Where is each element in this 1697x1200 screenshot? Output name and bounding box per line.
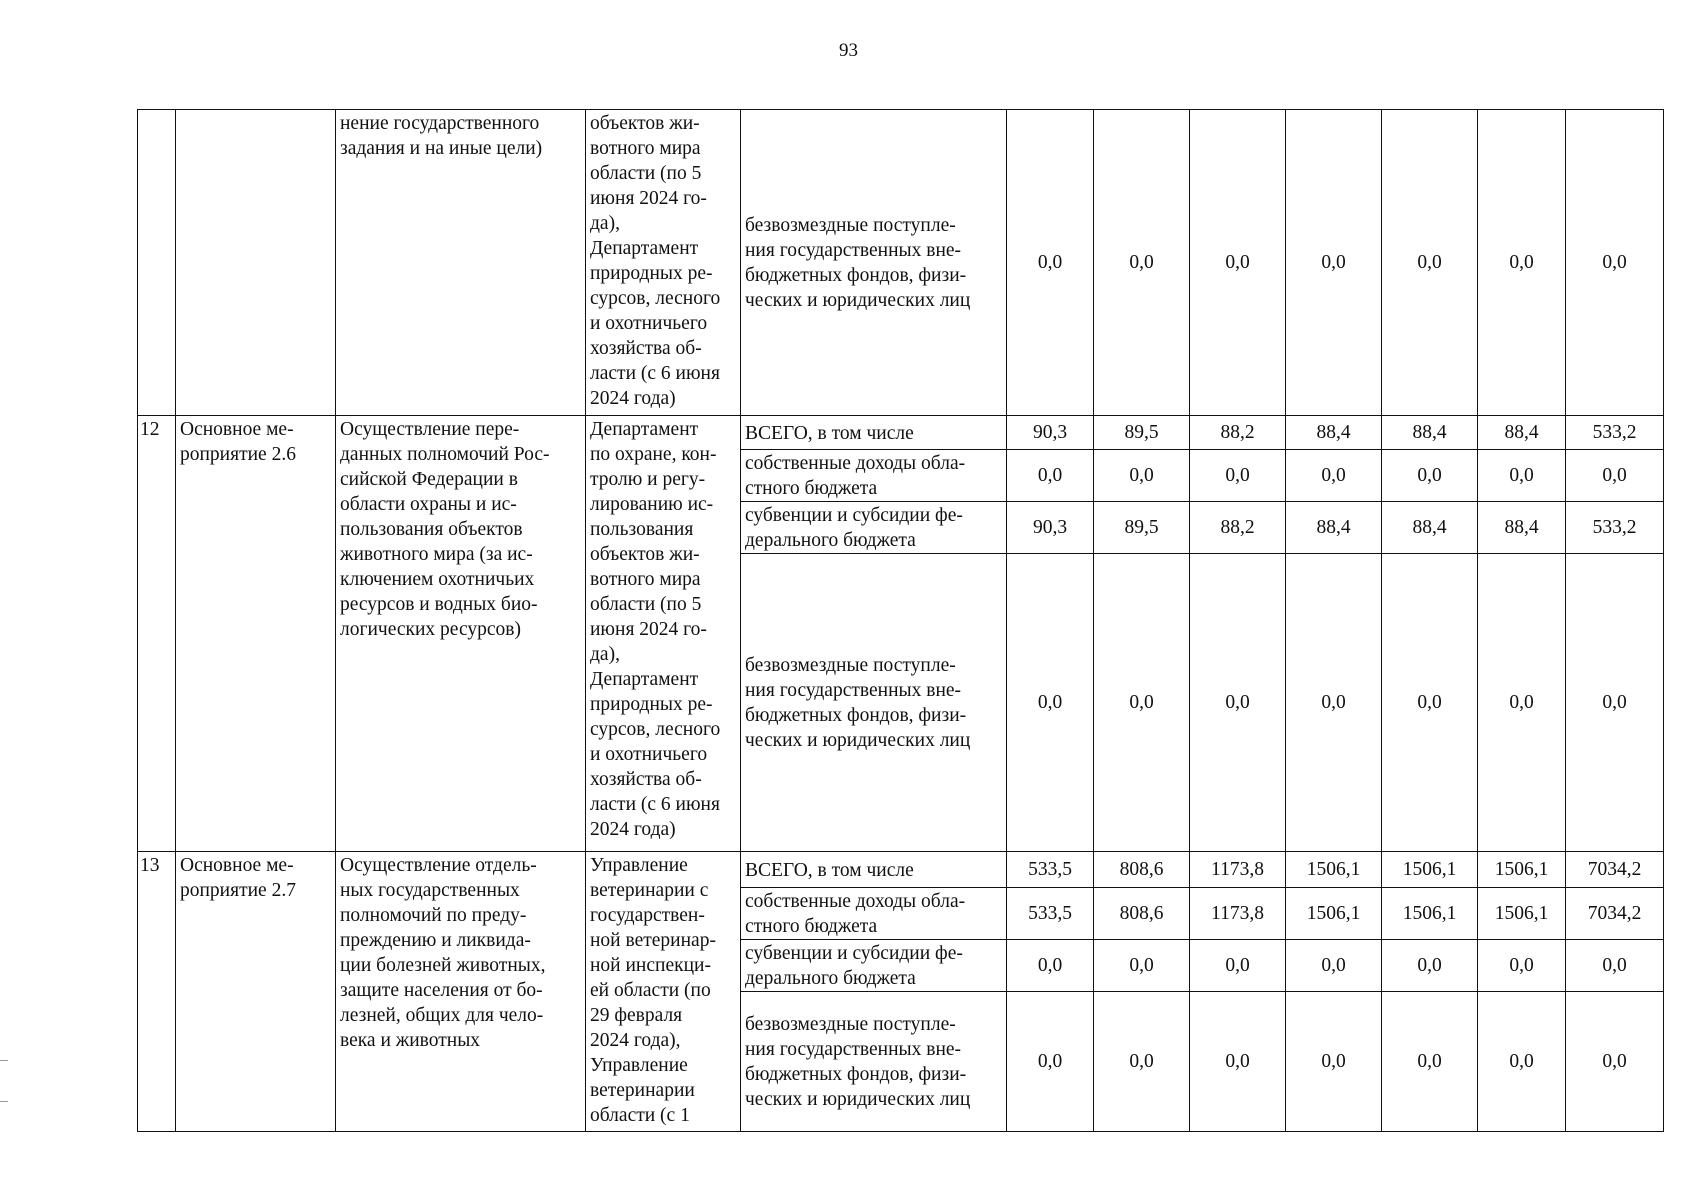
executor	[586, 416, 741, 852]
funding-source	[741, 992, 1007, 1132]
value-year-6: 0,0	[1478, 940, 1566, 992]
value-year-5: 1506,1	[1382, 852, 1478, 888]
value-year-5: 88,4	[1382, 502, 1478, 554]
value-total: 0,0	[1566, 110, 1664, 416]
value-year-2: 0,0	[1094, 450, 1190, 502]
funding-source-label: субвенции и субсидии фе- дерального бюджета	[745, 943, 963, 989]
value-total: 7034,2	[1566, 852, 1664, 888]
value-total: 7034,2	[1566, 888, 1664, 940]
funding-source-label: собственные доходы обла- стного бюджета	[745, 891, 966, 937]
value-year-2: 89,5	[1094, 502, 1190, 554]
funding-source	[741, 554, 1007, 852]
funding-source-label: безвозмездные поступле- ния государственных вне- бюджетных фондов, физи- ческих и юридических лиц	[745, 215, 971, 311]
measure-kind	[176, 416, 336, 852]
value-total: 0,0	[1566, 554, 1664, 852]
value-year-6: 88,4	[1478, 502, 1566, 554]
value-year-1: 533,5	[1007, 852, 1094, 888]
table-row	[138, 110, 1664, 416]
value-total: 533,2	[1566, 502, 1664, 554]
measure-title	[336, 852, 586, 1132]
value-year-6: 0,0	[1478, 450, 1566, 502]
value-total: 0,0	[1566, 940, 1664, 992]
value-year-6: 0,0	[1478, 992, 1566, 1132]
table-row	[138, 416, 1664, 450]
value-year-1: 0,0	[1007, 992, 1094, 1132]
value-year-6: 88,4	[1478, 416, 1566, 450]
value-year-2: 808,6	[1094, 852, 1190, 888]
value-year-4: 0,0	[1286, 554, 1382, 852]
value-year-2: 0,0	[1094, 940, 1190, 992]
funding-source-label: ВСЕГО, в том числе	[745, 422, 914, 444]
value-year-2: 0,0	[1094, 992, 1190, 1132]
value-year-3: 0,0	[1190, 450, 1286, 502]
funding-source	[741, 416, 1007, 450]
measure-title-text: нение государственного задания и на иные цели)	[340, 113, 543, 159]
measure-kind	[176, 110, 336, 416]
funding-source	[741, 450, 1007, 502]
value-year-1: 0,0	[1007, 940, 1094, 992]
value-year-4: 1506,1	[1286, 852, 1382, 888]
value-year-5: 88,4	[1382, 416, 1478, 450]
value-year-4: 1506,1	[1286, 888, 1382, 940]
value-year-5: 1506,1	[1382, 888, 1478, 940]
value-year-4: 0,0	[1286, 992, 1382, 1132]
value-year-6: 1506,1	[1478, 888, 1566, 940]
funding-source	[741, 888, 1007, 940]
measure-title-text: Осуществление отдель- ных государственных полномочий по преду- преждению и ликвида- ции болезней животных, защите населения от бо- лезней, общих для чело- века и животных	[340, 855, 546, 1051]
row-index	[138, 110, 176, 416]
measure-title	[336, 416, 586, 852]
measure-kind-text: Основное ме- роприятие 2.7	[180, 855, 296, 901]
value-year-3: 1173,8	[1190, 888, 1286, 940]
budget-table	[137, 109, 1664, 1132]
value-year-4: 0,0	[1286, 110, 1382, 416]
value-year-1: 0,0	[1007, 450, 1094, 502]
value-year-2: 0,0	[1094, 110, 1190, 416]
scan-margin-marks	[0, 1060, 8, 1102]
executor	[586, 852, 741, 1132]
row-index	[138, 416, 176, 852]
row-index	[138, 852, 176, 1132]
executor-text: Управление ветеринарии с государствен- ной ветеринар- ной инспекци- ей области (по 29 февраля 2024 года), Управление ветеринарии области (с 1	[590, 855, 716, 1126]
value-total: 0,0	[1566, 992, 1664, 1132]
value-year-6: 1506,1	[1478, 852, 1566, 888]
value-year-1: 90,3	[1007, 416, 1094, 450]
value-year-2: 0,0	[1094, 554, 1190, 852]
value-year-3: 0,0	[1190, 554, 1286, 852]
funding-source-label: собственные доходы обла- стного бюджета	[745, 453, 966, 499]
value-year-3: 0,0	[1190, 992, 1286, 1132]
value-year-3: 0,0	[1190, 110, 1286, 416]
funding-source-label: субвенции и субсидии фе- дерального бюджета	[745, 505, 963, 551]
value-year-3: 0,0	[1190, 940, 1286, 992]
value-year-5: 0,0	[1382, 992, 1478, 1132]
row-index-text: 12	[140, 419, 160, 440]
value-year-3: 88,2	[1190, 502, 1286, 554]
value-year-4: 88,4	[1286, 502, 1382, 554]
value-year-5: 0,0	[1382, 940, 1478, 992]
funding-source-label: безвозмездные поступле- ния государственных вне- бюджетных фондов, физи- ческих и юридических лиц	[745, 1014, 971, 1110]
value-year-5: 0,0	[1382, 450, 1478, 502]
measure-kind	[176, 852, 336, 1132]
measure-kind-text: Основное ме- роприятие 2.6	[180, 419, 296, 465]
value-year-1: 533,5	[1007, 888, 1094, 940]
measure-title	[336, 110, 586, 416]
value-total: 533,2	[1566, 416, 1664, 450]
funding-source	[741, 852, 1007, 888]
value-year-4: 0,0	[1286, 940, 1382, 992]
table-row	[138, 852, 1664, 888]
value-year-1: 0,0	[1007, 110, 1094, 416]
value-year-5: 0,0	[1382, 554, 1478, 852]
measure-title-text: Осуществление пере- данных полномочий Рос- сийской Федерации в области охраны и ис- пользования объектов животного мира (за ис- ключением охотничьих ресурсов и водных био- логических ресурсов)	[340, 419, 550, 640]
value-year-3: 88,2	[1190, 416, 1286, 450]
row-index-text: 13	[140, 855, 160, 876]
value-year-1: 0,0	[1007, 554, 1094, 852]
value-year-5: 0,0	[1382, 110, 1478, 416]
value-total: 0,0	[1566, 450, 1664, 502]
page-number: 93	[839, 40, 858, 61]
executor-text: Департамент по охране, кон- тролю и регу- лированию ис- пользования объектов жи- вотного мира области (по 5 июня 2024 го- да), Департамент природных ре- сурсов, лесного и охотничьего хозяйства об- ласти (с 6 июня 2024 года)	[590, 419, 721, 840]
value-year-3: 1173,8	[1190, 852, 1286, 888]
funding-source-label: ВСЕГО, в том числе	[745, 859, 914, 881]
value-year-6: 0,0	[1478, 554, 1566, 852]
funding-source	[741, 502, 1007, 554]
executor	[586, 110, 741, 416]
executor-text: объектов жи- вотного мира области (по 5 июня 2024 го- да), Департамент природных ре- сурсов, лесного и охотничьего хозяйства об- ласти (с 6 июня 2024 года)	[590, 113, 721, 409]
value-year-4: 88,4	[1286, 416, 1382, 450]
value-year-2: 89,5	[1094, 416, 1190, 450]
funding-source-label: безвозмездные поступле- ния государственных вне- бюджетных фондов, физи- ческих и юридических лиц	[745, 655, 971, 751]
value-year-1: 90,3	[1007, 502, 1094, 554]
value-year-4: 0,0	[1286, 450, 1382, 502]
funding-source	[741, 110, 1007, 416]
funding-source	[741, 940, 1007, 992]
value-year-2: 808,6	[1094, 888, 1190, 940]
value-year-6: 0,0	[1478, 110, 1566, 416]
